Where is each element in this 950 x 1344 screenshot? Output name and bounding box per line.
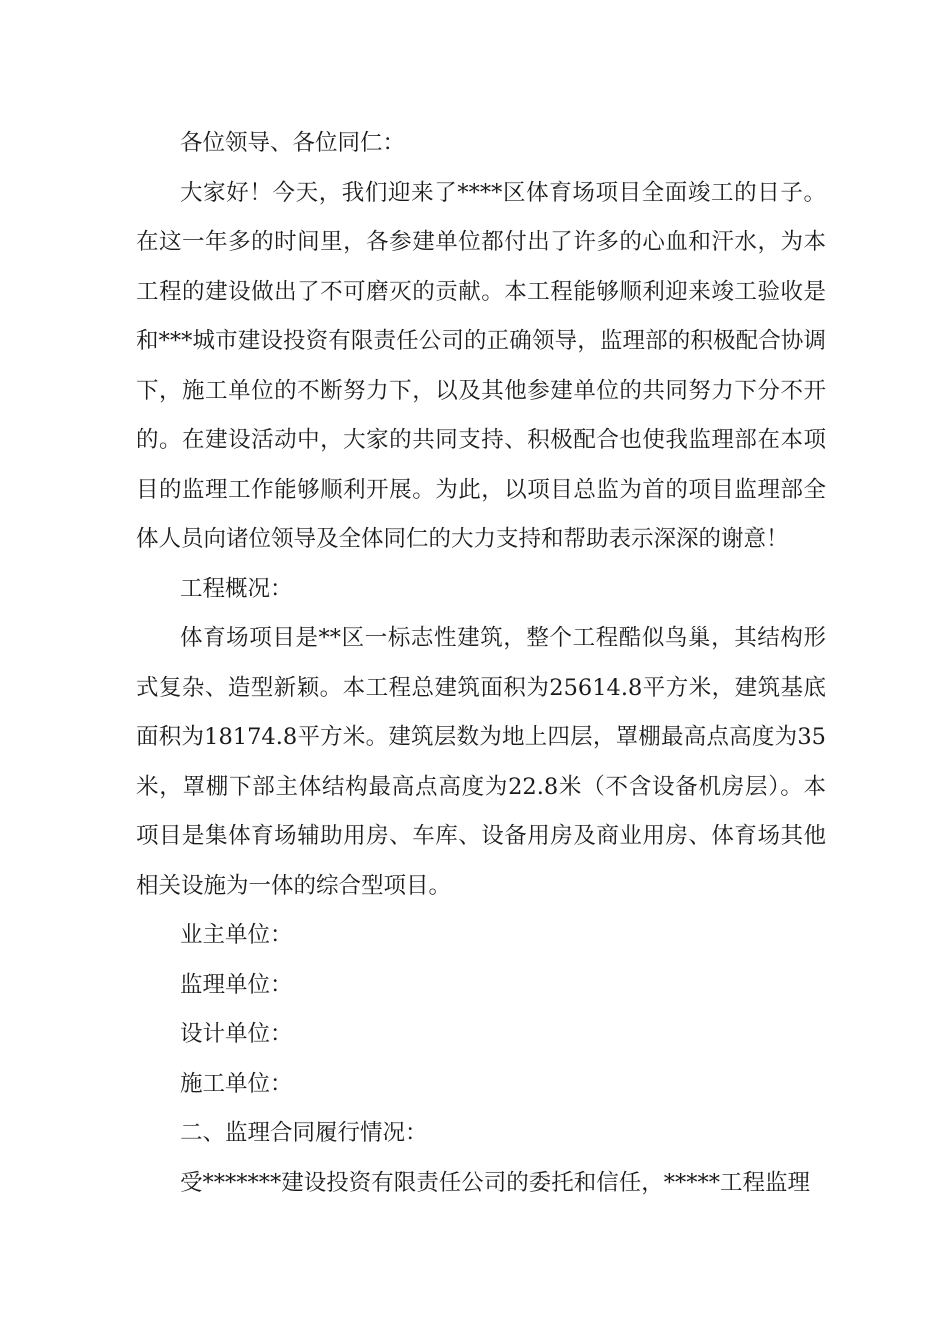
opening-paragraph: 大家好！今天，我们迎来了****区体育场项目全面竣工的日子。在这一年多的时间里，各参建单位都付出了许多的心血和汗水，为本工程的建设做出了不可磨灭的贡献。本工程能够顺利迎来竣工验收是和***城市建设投资有限责任公司的正确领导，监理部的积极配合协调下，施工单位的不断努力下，以及其他参建单位的共同努力下分不开的。在建设活动中，大家的共同支持、积极配合也使我监理部在本项目的监理工作能够顺利开展。为此，以项目总监为首的项目监理部全体人员向诸位领导及全体同仁的大力支持和帮助表示深深的谢意！ — [136, 179, 826, 552]
supervision-unit-line: 监理单位： — [180, 971, 293, 998]
document-body — [136, 119, 826, 1208]
contract-paragraph: 受*******建设投资有限责任公司的委托和信任，*****工程监理 — [180, 1169, 811, 1196]
overview-paragraph: 体育场项目是**区一标志性建筑，整个工程酷似鸟巢，其结构形式复杂、造型新颖。本工程总建筑面积为25614.8平方米，建筑基底面积为18174.8平方米。建筑层数为地上四层，罩棚最高点高度为35米，罩棚下部主体结构最高点高度为22.8米（不含设备机房层）。本项目是集体育场辅助用房、车库、设备用房及商业用房、体育场其他相关设施为一体的综合型项目。 — [136, 625, 826, 899]
owner-unit-line: 业主单位： — [180, 922, 293, 948]
greeting-paragraph: 各位领导、各位同仁： — [180, 130, 406, 156]
section-heading-overview: 工程概况： — [180, 575, 293, 602]
construction-unit-line: 施工单位： — [180, 1070, 293, 1097]
design-unit-line: 设计单位： — [180, 1021, 293, 1047]
section-heading-contract: 二、监理合同履行情况： — [180, 1120, 428, 1146]
